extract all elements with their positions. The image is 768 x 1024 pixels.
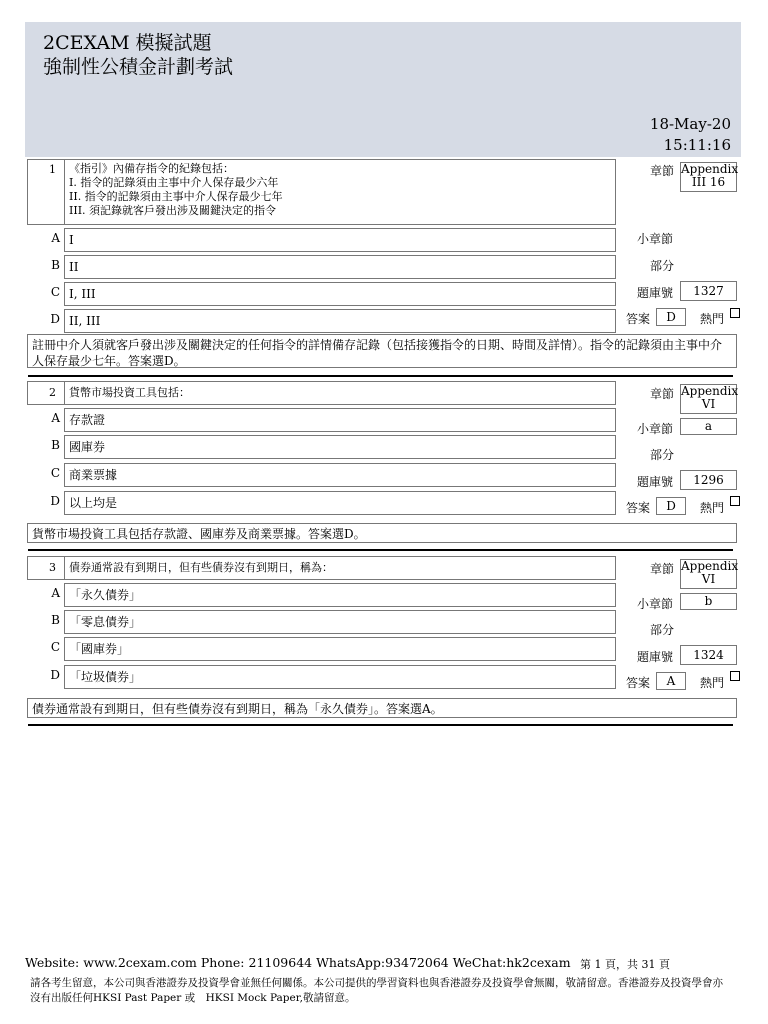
option-b[interactable]: 「零息債券」: [64, 610, 616, 634]
bank-no-label: 題庫號: [637, 475, 674, 489]
chapter-label: 章節: [650, 562, 675, 576]
bank-no-label: 題庫號: [637, 286, 674, 300]
subsection-value: a: [680, 418, 737, 435]
option-c[interactable]: 「國庫券」: [64, 637, 616, 661]
part-label: 部分: [650, 448, 675, 462]
section-divider: [28, 724, 733, 726]
question-stem-box: [27, 381, 616, 405]
question-stem-line: 《指引》內備存指令的紀錄包括：: [69, 162, 234, 175]
option-letter: D: [50, 312, 60, 326]
part-label: 部分: [650, 259, 675, 273]
bank-no-value: 1324: [680, 645, 737, 665]
hot-label: 熱門: [700, 501, 725, 515]
option-d[interactable]: 「垃圾債券」: [64, 665, 616, 689]
exam-subtitle: 強制性公積金計劃考試: [43, 56, 234, 78]
option-d[interactable]: 以上均是: [64, 491, 616, 515]
option-letter: A: [51, 586, 60, 600]
question-stem-line: 貨幣市場投資工具包括：: [69, 386, 190, 399]
option-a[interactable]: 「永久債券」: [64, 583, 616, 607]
chapter-value: Appendix III 16: [680, 162, 737, 192]
option-letter: B: [51, 438, 60, 452]
footer-contact-row: [25, 955, 670, 971]
bank-no-value: 1327: [680, 281, 737, 301]
answer-value: A: [656, 672, 686, 690]
subsection-label: 小章節: [637, 422, 674, 436]
option-c[interactable]: 商業票據: [64, 463, 616, 487]
option-letter: A: [51, 411, 60, 425]
hot-label: 熱門: [700, 312, 725, 326]
subsection-label: 小章節: [637, 597, 674, 611]
answer-label: 答案: [626, 312, 651, 326]
footer-contact: Website: www.2cexam.com Phone: 21109644 WhatsApp:93472064 WeChat:hk2cexam: [25, 955, 571, 970]
option-letter: B: [51, 258, 60, 272]
option-b[interactable]: 國庫券: [64, 435, 616, 459]
question-number: 3: [49, 561, 56, 574]
explanation-box: 貨幣市場投資工具包括存款證、國庫券及商業票據。答案選D。: [27, 523, 737, 543]
print-time: 15:11:16: [663, 136, 731, 154]
explanation-box: 債券通常設有到期日，但有些債券沒有到期日，稱為「永久債券」。答案選A。: [27, 698, 737, 718]
print-date: 18-May-20: [649, 115, 731, 133]
question-stem-line: I. 指令的記錄須由主事中介人保存最少六年: [69, 176, 279, 189]
option-letter: D: [50, 668, 60, 682]
section-divider: [28, 375, 733, 377]
chapter-value: Appendix VI: [680, 559, 737, 589]
bank-no-value: 1296: [680, 470, 737, 490]
answer-value: D: [656, 308, 686, 326]
hot-checkbox[interactable]: [730, 671, 740, 681]
option-a[interactable]: I: [64, 228, 616, 252]
page-indicator: 第 1 頁，共 31 頁: [580, 958, 670, 971]
chapter-value: Appendix VI: [680, 384, 737, 414]
hot-checkbox[interactable]: [730, 496, 740, 506]
subsection-value: b: [680, 593, 737, 610]
question-stem-box: [27, 556, 616, 580]
question-number: 1: [49, 163, 56, 176]
option-b[interactable]: II: [64, 255, 616, 279]
answer-value: D: [656, 497, 686, 515]
answer-label: 答案: [626, 501, 651, 515]
answer-label: 答案: [626, 676, 651, 690]
option-letter: D: [50, 494, 60, 508]
question-stem-line: II. 指令的記錄須由主事中介人保存最少七年: [69, 190, 283, 203]
option-a[interactable]: 存款證: [64, 408, 616, 432]
option-letter: C: [50, 640, 60, 654]
option-letter: C: [50, 466, 60, 480]
option-d[interactable]: II, III: [64, 309, 616, 333]
subsection-label: 小章節: [637, 232, 674, 246]
option-c[interactable]: I, III: [64, 282, 616, 306]
section-divider: [28, 549, 733, 551]
exam-title: 2CEXAM 模擬試題: [43, 32, 212, 54]
bank-no-label: 題庫號: [637, 650, 674, 664]
hot-label: 熱門: [700, 676, 725, 690]
explanation-box: 註冊中介人須就客戶發出涉及關鍵決定的任何指令的詳情備存記錄（包括接獲指令的日期、時間及詳情）。指令的記錄須由主事中介人保存最少七年。答案選D。: [27, 334, 737, 368]
question-stem-line: III. 須記錄就客戶發出涉及關鍵決定的指令: [69, 204, 277, 217]
chapter-label: 章節: [650, 164, 675, 178]
hot-checkbox[interactable]: [730, 308, 740, 318]
question-stem-box: [27, 159, 616, 225]
part-label: 部分: [650, 623, 675, 637]
question-stem-line: 債券通常設有到期日，但有些債券沒有到期日，稱為：: [69, 561, 333, 574]
exam-header: [25, 22, 741, 157]
option-letter: A: [51, 231, 60, 245]
chapter-label: 章節: [650, 387, 675, 401]
option-letter: B: [51, 613, 60, 627]
option-letter: C: [50, 285, 60, 299]
question-number: 2: [49, 386, 56, 399]
footer-disclaimer: 請各考生留意，本公司與香港證券及投資學會並無任何關係。本公司提供的學習資料也與香港證券及投資學會無關，敬請留意。香港證券及投資學會亦沒有出版任何HKSI Past Paper 或 HKSI Mock Paper,敬請留意。: [30, 977, 723, 1004]
